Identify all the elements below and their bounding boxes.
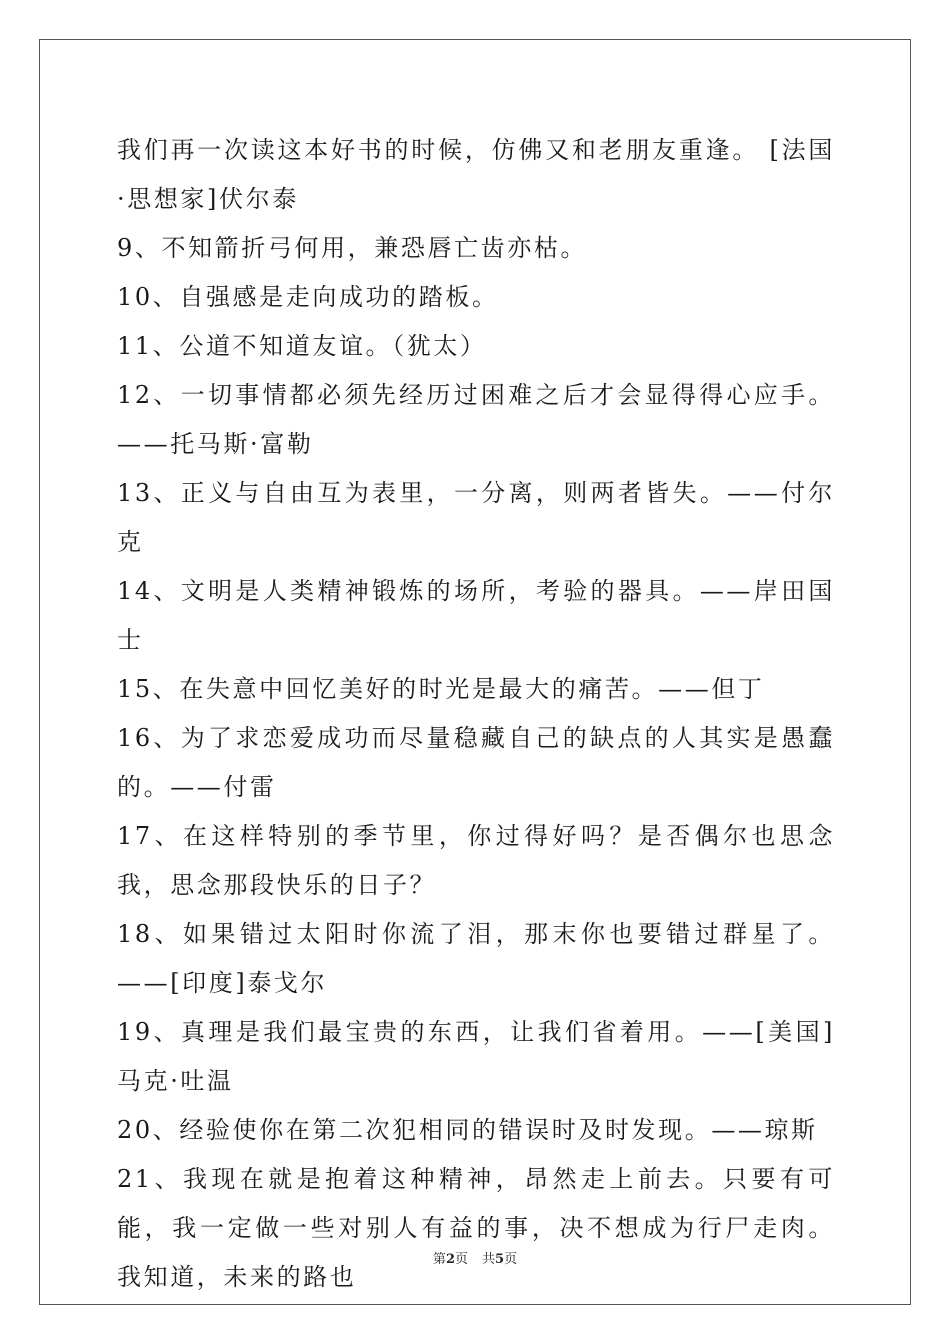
list-item-20: 20、经验使你在第二次犯相同的错误时及时发现。——琼斯: [117, 1116, 818, 1144]
page-prefix: 第: [432, 1252, 446, 1267]
list-item-21: 21、我现在就是抱着这种精神，昂然走上前去。只要有可能，我一定做一些对别人有益的事，决不想成为行尸走肉。我知道，未来的路也: [117, 1165, 835, 1291]
list-item-18: 18、如果错过太阳时你流了泪，那末你也要错过群星了。——[印度]泰戈尔: [117, 920, 835, 997]
list-item-16: 16、为了求恋爱成功而尽量稳藏自己的缺点的人其实是愚蠢的。——付雷: [117, 724, 835, 801]
page-footer: [0, 1248, 950, 1267]
total-pages: 5: [495, 1252, 505, 1267]
list-item-19: 19、真理是我们最宝贵的东西，让我们省着用。——[美国]马克·吐温: [117, 1018, 835, 1095]
list-item-12: 12、一切事情都必须先经历过困难之后才会显得得心应手。——托马斯·富勒: [117, 381, 835, 458]
list-item-14: 14、文明是人类精神锻炼的场所，考验的器具。——岸田国士: [117, 577, 835, 654]
list-item-15: 15、在失意中回忆美好的时光是最大的痛苦。——但丁: [117, 675, 765, 703]
page-number: 2: [445, 1252, 455, 1267]
total-suffix: 页: [504, 1252, 518, 1267]
list-item-11: 11、公道不知道友谊。（犹太）: [117, 332, 487, 360]
list-item-17: 17、在这样特别的季节里，你过得好吗？是否偶尔也思念我，思念那段快乐的日子？: [117, 822, 835, 899]
list-item-10: 10、自强感是走向成功的踏板。: [117, 283, 499, 311]
list-item-9: 9、不知箭折弓何用，兼恐唇亡齿亦枯。: [117, 234, 588, 262]
paragraph-quote-voltaire: 我们再一次读这本好书的时候，仿佛又和老朋友重逢。 [法国·思想家]伏尔泰: [117, 136, 835, 213]
total-prefix: 共: [482, 1252, 496, 1267]
document-body: [117, 126, 835, 1302]
page-suffix: 页: [454, 1252, 468, 1267]
list-item-13: 13、正义与自由互为表里，一分离，则两者皆失。——付尔克: [117, 479, 835, 556]
